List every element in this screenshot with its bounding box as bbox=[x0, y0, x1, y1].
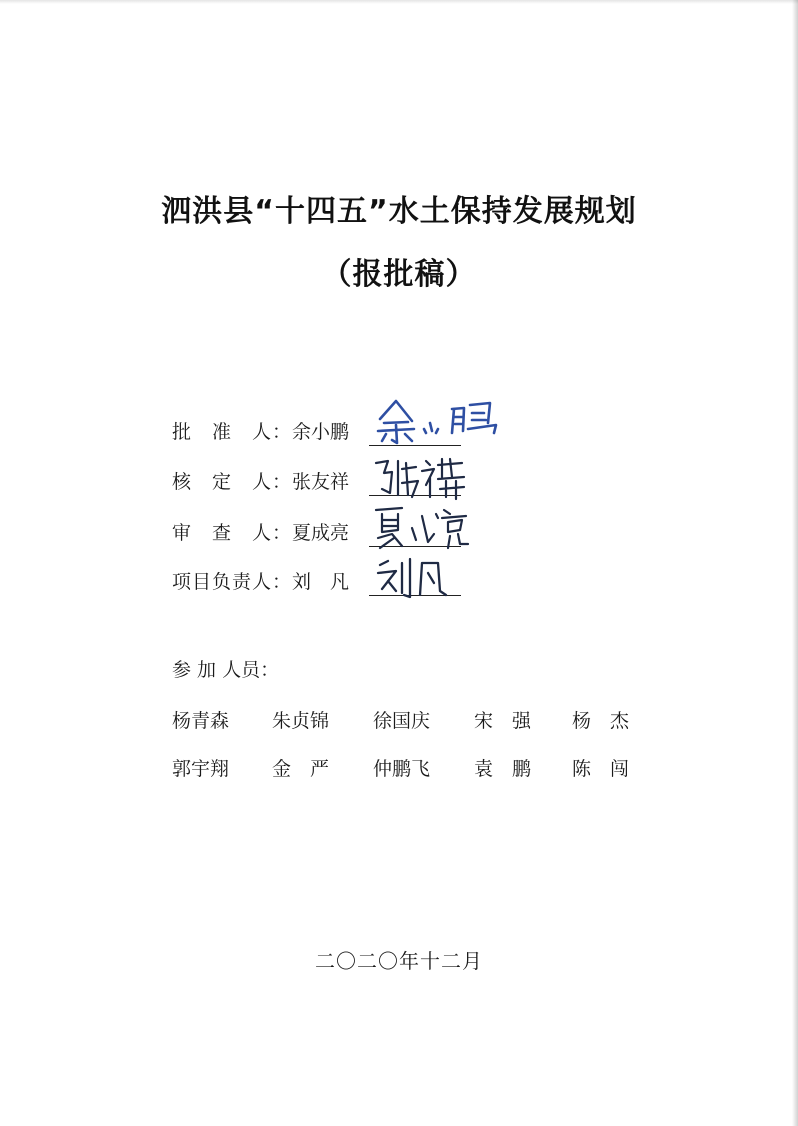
document-date: 二〇二〇年十二月 bbox=[315, 949, 483, 973]
signoff-name: 余小鹏 bbox=[292, 421, 350, 443]
participant-name: 仲鹏飞 bbox=[373, 758, 431, 780]
handwritten-signature bbox=[374, 555, 454, 601]
signoff-name: 夏成亮 bbox=[292, 522, 350, 544]
participants-heading: 参 加 人员： bbox=[172, 659, 280, 681]
document-subtitle: （报批稿） bbox=[321, 257, 477, 292]
participant-name: 陈 闯 bbox=[572, 758, 630, 780]
signoff-label: 批 准 人： bbox=[172, 421, 293, 443]
participant-name: 杨青森 bbox=[172, 710, 230, 732]
participant-name: 朱贞锦 bbox=[272, 710, 330, 732]
scan-edge-top bbox=[0, 0, 798, 4]
participant-name: 金 严 bbox=[272, 758, 330, 780]
handwritten-signature bbox=[372, 504, 472, 550]
handwritten-signature bbox=[372, 389, 502, 447]
participant-name: 郭宇翔 bbox=[172, 758, 230, 780]
signoff-label: 核 定 人： bbox=[172, 471, 293, 493]
participant-name: 宋 强 bbox=[474, 710, 532, 732]
signoff-name: 张友祥 bbox=[292, 471, 350, 493]
participant-name: 杨 杰 bbox=[572, 710, 630, 732]
document-title: 泗洪县“十四五”水土保持发展规划 bbox=[161, 194, 637, 229]
participant-name: 袁 鹏 bbox=[474, 758, 532, 780]
handwritten-signature bbox=[372, 455, 472, 501]
participant-name: 徐国庆 bbox=[373, 710, 431, 732]
signoff-label: 项目负责人： bbox=[172, 571, 293, 593]
signoff-name: 刘 凡 bbox=[292, 571, 350, 593]
signoff-label: 审 查 人： bbox=[172, 522, 293, 544]
